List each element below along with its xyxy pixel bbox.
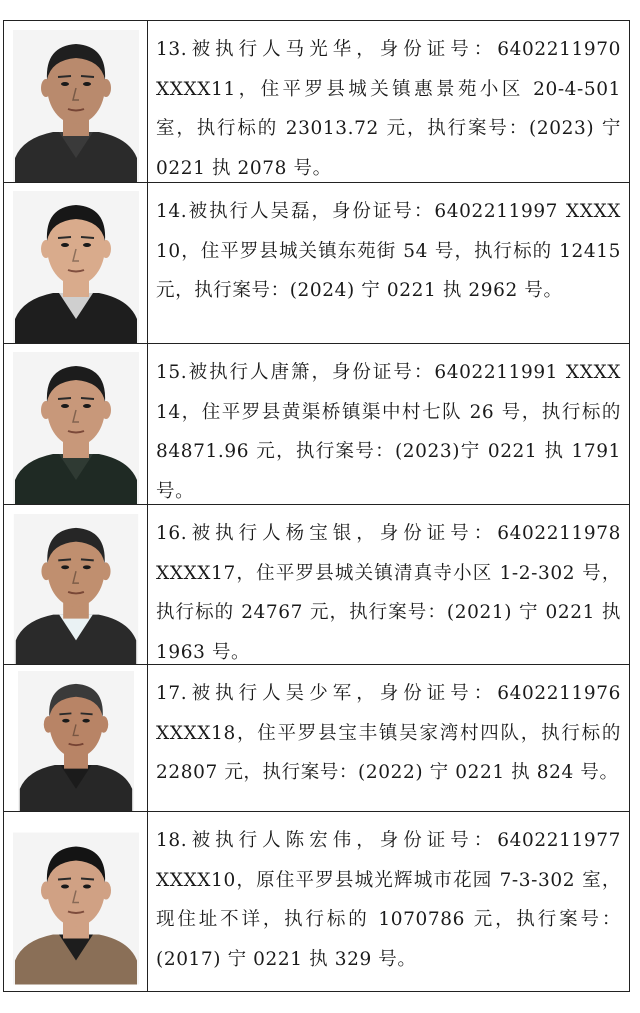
record-row	[4, 505, 629, 665]
portrait-photo	[13, 826, 139, 991]
portrait-photo	[13, 30, 139, 182]
record-row	[4, 21, 629, 183]
photo-cell	[4, 21, 148, 182]
record-text: 17.被执行人吴少军，身份证号：6402211976 XXXX18，住平罗县宝丰镇吴家湾村四队，执行标的 22807 元，执行案号：(2022) 宁 0221 执 824 号。	[156, 683, 628, 783]
photo-cell	[4, 505, 148, 664]
record-text: 15.被执行人唐箫，身份证号：6402211991 XXXX 14，住平罗县黄渠桥镇渠中村七队 26 号，执行标的 84871.96 元，执行案号：(2023)宁 0221 执 1791 号。	[156, 362, 628, 502]
record-row	[4, 665, 629, 812]
photo-cell	[4, 183, 148, 343]
record-row	[4, 812, 629, 991]
photo-cell	[4, 665, 148, 811]
record-row	[4, 183, 629, 344]
photo-cell	[4, 812, 148, 991]
portrait-photo	[13, 671, 139, 811]
record-text: 16.被执行人杨宝银，身份证号：6402211978 XXXX17，住平罗县城关镇清真寺小区 1-2-302 号，执行标的 24767 元，执行案号：(2021) 宁 0221 执 1963 号。	[156, 523, 628, 663]
portrait-photo	[13, 352, 139, 504]
record-text: 13.被执行人马光华，身份证号：6402211970 XXXX11，住平罗县城关镇惠景苑小区 20-4-501 室，执行标的 23013.72 元，执行案号：(2023) 宁 0221 执 2078 号。	[156, 39, 628, 179]
photo-cell	[4, 344, 148, 504]
records-table	[3, 20, 630, 992]
portrait-photo	[13, 514, 139, 664]
record-row	[4, 344, 629, 505]
record-text: 18.被执行人陈宏伟，身份证号：6402211977 XXXX10，原住平罗县城光辉城市花园 7-3-302 室，现住址不详，执行标的 1070786 元，执行案号：(2017) 宁 0221 执 329 号。	[156, 830, 628, 970]
record-text: 14.被执行人吴磊，身份证号：6402211997 XXXX 10，住平罗县城关镇东苑街 54 号，执行标的 12415 元，执行案号：(2024) 宁 0221 执 2962 号。	[156, 201, 628, 301]
portrait-photo	[13, 191, 139, 343]
